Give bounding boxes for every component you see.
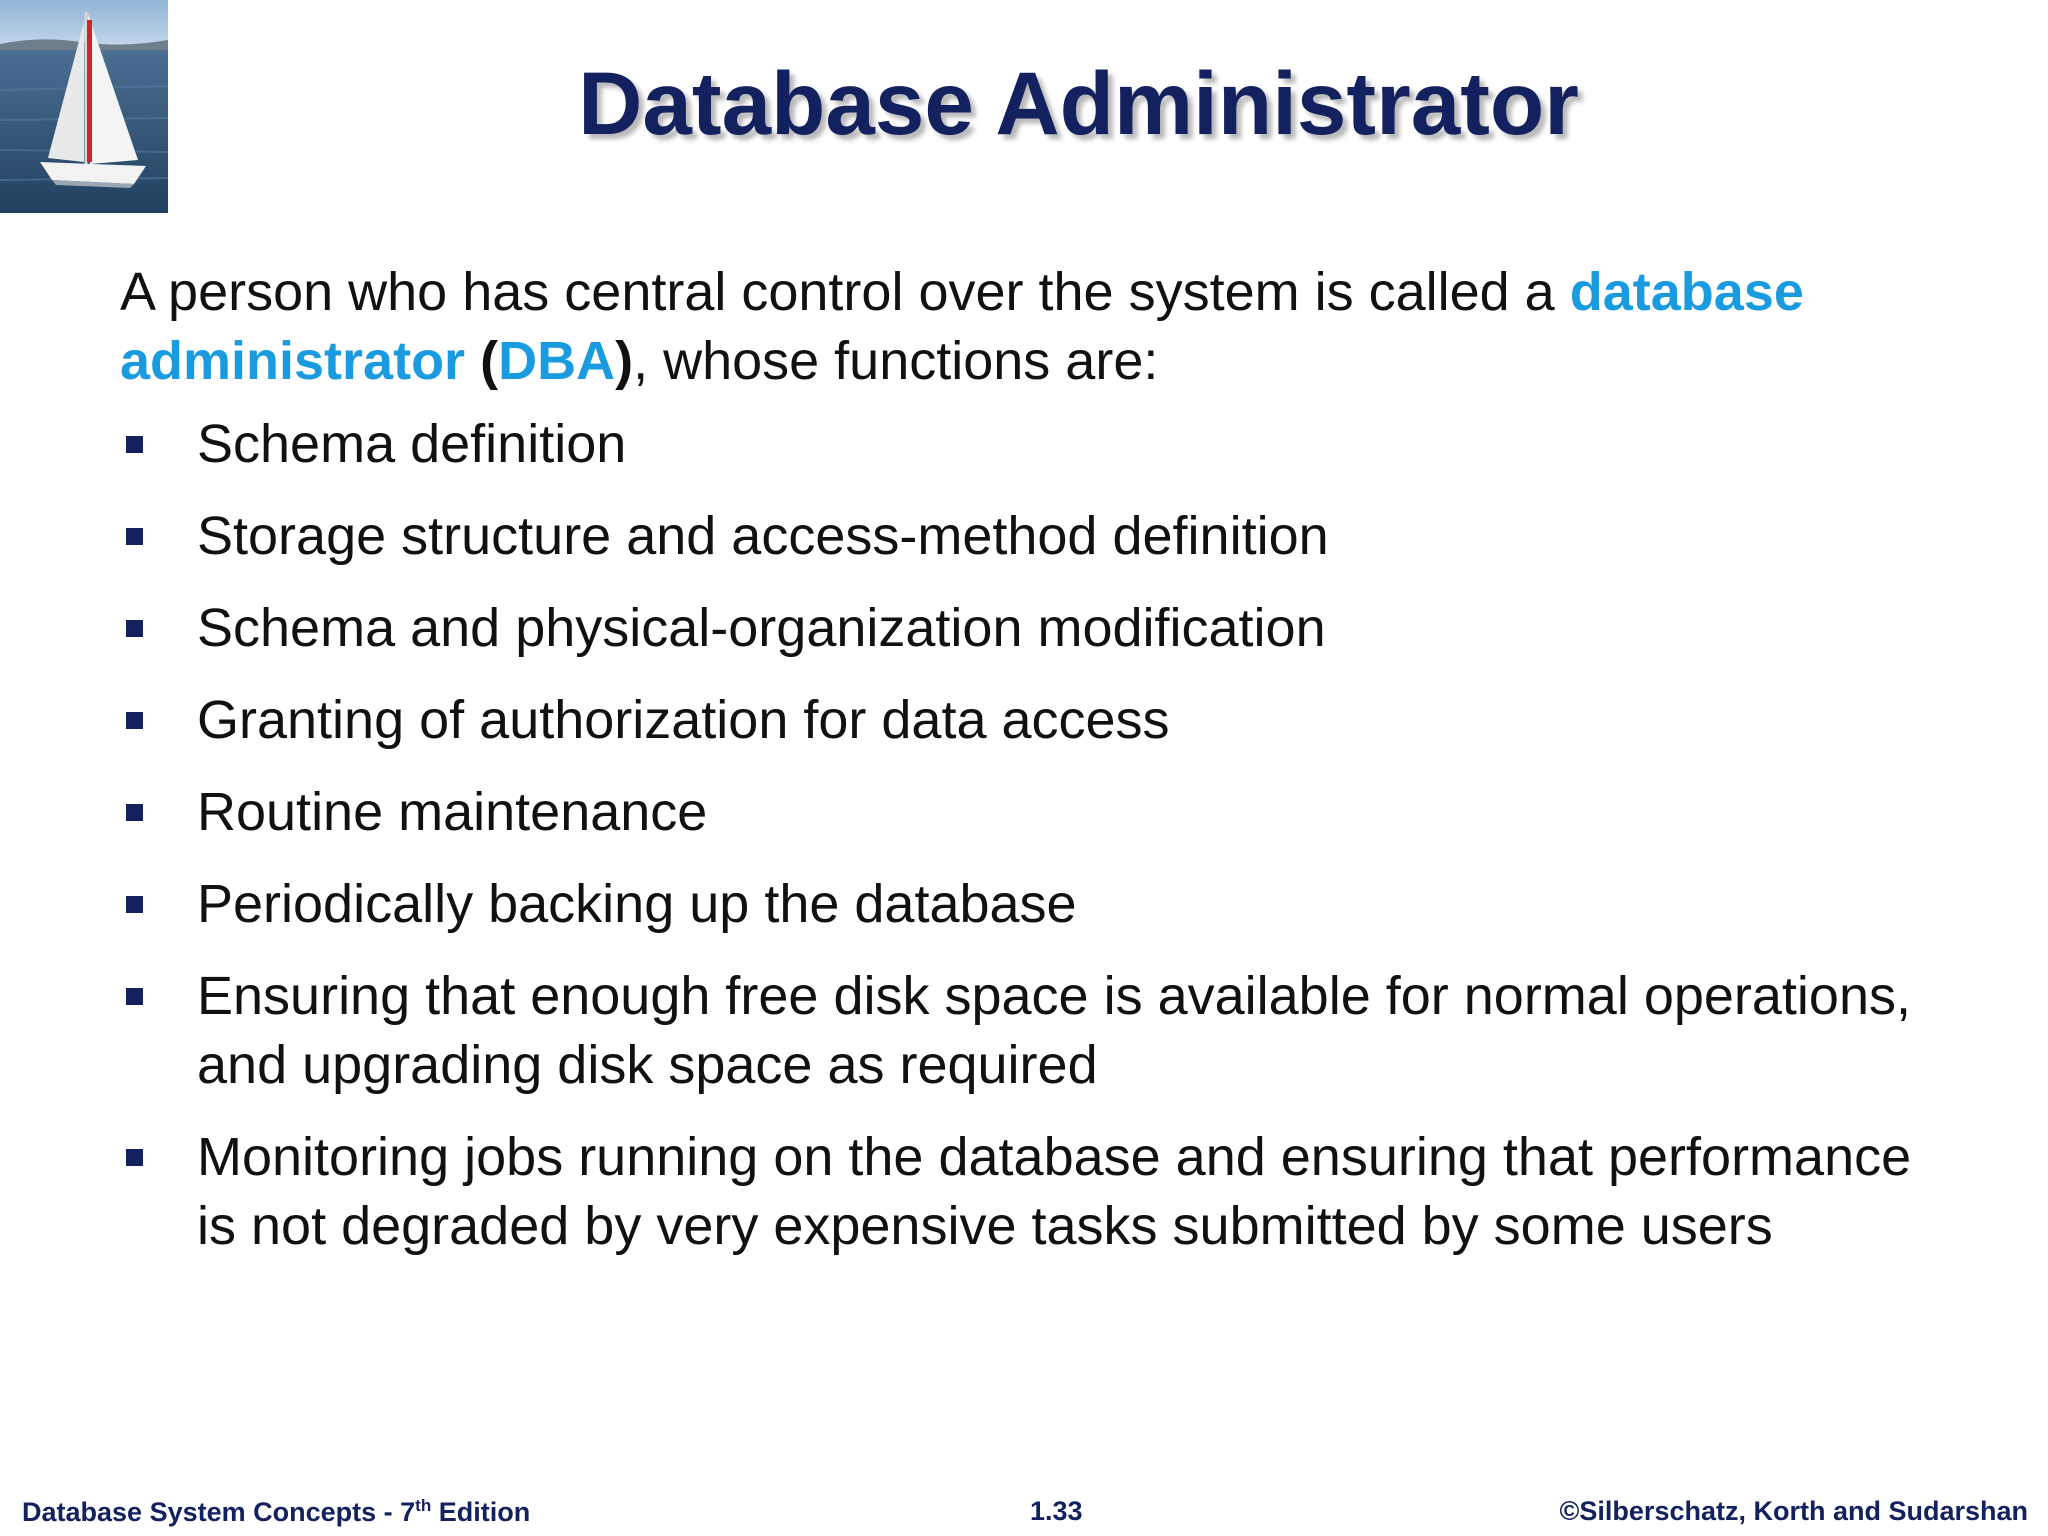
list-item (120, 686, 1920, 755)
slide-body (120, 258, 1920, 1284)
slide-footer (0, 1486, 2048, 1536)
footer-book-suffix: Edition (431, 1497, 531, 1527)
footer-book-prefix: Database System Concepts - 7 (22, 1497, 416, 1527)
list-item (120, 1123, 1920, 1261)
list-item-text: Ensuring that enough free disk space is available for normal operations, and upgrading disk space as required (197, 966, 1911, 1095)
list-item (120, 594, 1920, 663)
footer-book-title (22, 1496, 530, 1528)
paren-close: ) (615, 331, 634, 391)
footer-copyright: ©Silberschatz, Korth and Sudarshan (1559, 1496, 2028, 1526)
list-item-text: Periodically backing up the database (197, 874, 1077, 934)
slide-title: Database Administrator (578, 53, 1579, 153)
list-item-text: Schema definition (197, 414, 627, 474)
term-administrator: administrator (120, 331, 466, 391)
bullet-square-icon (126, 1149, 143, 1166)
bullet-square-icon (126, 528, 143, 545)
intro-text-end: , whose functions are: (633, 331, 1159, 391)
footer-page-number: 1.33 (1030, 1496, 1083, 1526)
term-database: database (1569, 262, 1804, 322)
paren-open: ( (465, 331, 499, 391)
bullet-square-icon (126, 988, 143, 1005)
list-item (120, 778, 1920, 847)
sailboat-logo (0, 0, 168, 213)
list-item (120, 502, 1920, 571)
bullet-square-icon (126, 620, 143, 637)
list-item (120, 870, 1920, 939)
bullet-square-icon (126, 436, 143, 453)
footer-book-sup: th (415, 1496, 432, 1515)
term-dba: DBA (498, 331, 616, 391)
intro-text: A person who has central control over the system is called a (120, 262, 1570, 322)
bullet-square-icon (126, 712, 143, 729)
list-item (120, 962, 1920, 1100)
list-item-text: Monitoring jobs running on the database and ensuring that performance is not degraded by very expensive tasks submitted by some users (197, 1127, 1912, 1256)
intro-paragraph (120, 258, 1920, 396)
bullet-square-icon (126, 896, 143, 913)
list-item-text: Granting of authorization for data access (197, 690, 1170, 750)
list-item (120, 410, 1920, 479)
list-item-text: Routine maintenance (197, 782, 708, 842)
bullet-square-icon (126, 804, 143, 821)
function-list (120, 410, 1920, 1261)
list-item-text: Schema and physical-organization modification (197, 598, 1326, 658)
list-item-text: Storage structure and access-method definition (197, 506, 1329, 566)
